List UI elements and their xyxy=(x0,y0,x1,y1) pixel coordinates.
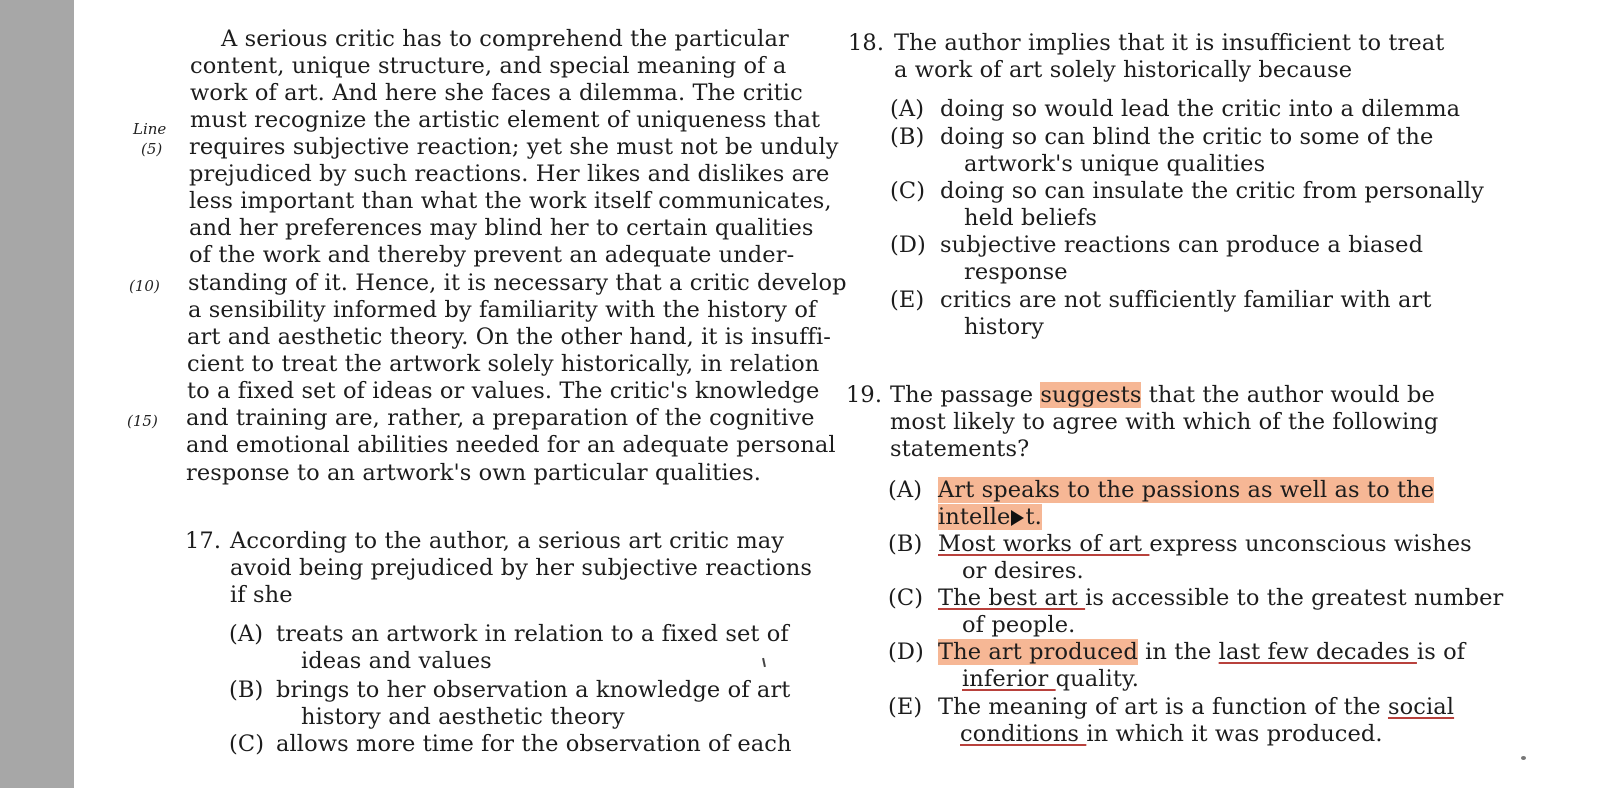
option-letter: (D) xyxy=(888,639,924,665)
option-text: or desires. xyxy=(962,558,1084,584)
passage-line: work of art. And here she faces a dilemma. The critic xyxy=(190,80,803,106)
line-marker-10: (10) xyxy=(129,277,160,295)
line-marker-5: (5) xyxy=(141,140,163,158)
highlight-mark[interactable]: Art speaks to the passions as well as to the xyxy=(938,477,1435,503)
option-letter: (C) xyxy=(888,585,924,611)
underline-mark[interactable]: social xyxy=(1387,694,1455,720)
option-letter: (B) xyxy=(888,531,923,557)
passage-line: content, unique structure, and special meaning of a xyxy=(190,53,787,79)
underline-mark[interactable]: conditions xyxy=(960,721,1087,747)
option-text xyxy=(938,585,1503,612)
text-run: The meaning of art is a function of the xyxy=(938,694,1388,720)
option-text: brings to her observation a knowledge of art xyxy=(276,677,791,703)
text-run: intelle xyxy=(938,504,1011,530)
underline-mark[interactable]: last few decades xyxy=(1218,639,1417,665)
option-text: critics are not sufficiently familiar with art xyxy=(940,287,1432,313)
option-text: doing so can insulate the critic from personally xyxy=(940,178,1484,204)
question-stem-line: a work of art solely historically because xyxy=(894,57,1353,83)
question-number: 18. xyxy=(848,30,885,56)
question-stem-line xyxy=(890,382,1435,409)
option-letter: (E) xyxy=(888,694,923,720)
option-letter: (A) xyxy=(890,96,925,122)
passage-line: requires subjective reaction; yet she must not be unduly xyxy=(189,134,839,160)
option-text: history and aesthetic theory xyxy=(301,704,625,730)
option-text: history xyxy=(964,314,1044,340)
option-text: subjective reactions can produce a biased xyxy=(940,232,1424,258)
passage-line: art and aesthetic theory. On the other hand, it is insuffi- xyxy=(187,324,831,350)
text-run: is of xyxy=(1416,639,1466,665)
question-stem-line: The author implies that it is insufficient to treat xyxy=(894,30,1445,56)
highlight-mark[interactable] xyxy=(938,504,1042,530)
option-letter: (C) xyxy=(890,178,926,204)
option-text: of people. xyxy=(962,612,1076,638)
text-run: in which it was produced. xyxy=(1086,721,1383,747)
passage-line: a sensibility informed by familiarity with the history of xyxy=(188,297,817,323)
option-text: doing so can blind the critic to some of the xyxy=(940,124,1434,150)
option-letter: (A) xyxy=(888,477,923,503)
line-marker-label: Line xyxy=(133,120,167,138)
stray-dot-mark xyxy=(1521,756,1526,760)
passage-line: response to an artwork's own particular qualities. xyxy=(186,460,761,486)
underline-mark[interactable]: Most works of art xyxy=(938,531,1150,557)
option-text xyxy=(938,477,1434,504)
text-run: t. xyxy=(1025,504,1042,530)
question-stem-line: According to the author, a serious art critic may xyxy=(230,528,785,554)
underline-mark[interactable]: inferior xyxy=(962,666,1056,692)
option-text: held beliefs xyxy=(964,205,1098,231)
underline-mark[interactable]: The best art xyxy=(938,585,1086,611)
option-text: allows more time for the observation of each xyxy=(276,731,792,757)
stray-tick-mark xyxy=(762,658,766,667)
text-run: is accessible to the greatest number xyxy=(1085,585,1504,611)
question-stem-line: avoid being prejudiced by her subjective reactions xyxy=(230,555,813,581)
option-text xyxy=(938,504,1042,531)
option-text: ideas and values xyxy=(301,648,492,674)
left-gutter xyxy=(0,0,74,788)
highlight-mark[interactable]: The art produced xyxy=(938,639,1138,665)
question-stem-line: most likely to agree with which of the following xyxy=(890,409,1439,435)
question-number: 17. xyxy=(185,528,222,554)
option-text: treats an artwork in relation to a fixed set of xyxy=(276,621,789,647)
option-text: response xyxy=(964,259,1068,285)
option-text: doing so would lead the critic into a dilemma xyxy=(940,96,1461,122)
passage-line: less important than what the work itself communicates, xyxy=(189,188,832,214)
text-run: in the xyxy=(1137,639,1219,665)
option-text xyxy=(960,721,1383,748)
option-letter: (B) xyxy=(229,677,264,703)
question-stem-line: statements? xyxy=(890,436,1030,462)
option-text xyxy=(938,694,1454,721)
mouse-cursor-icon xyxy=(1011,510,1024,526)
text-run: express unconscious wishes xyxy=(1149,531,1472,557)
option-text: artwork's unique qualities xyxy=(964,151,1266,177)
passage-line: standing of it. Hence, it is necessary that a critic develop xyxy=(188,270,847,296)
passage-line: and training are, rather, a preparation of the cognitive xyxy=(186,405,815,431)
text-run: The passage xyxy=(890,382,1041,408)
passage-line: of the work and thereby prevent an adequate under- xyxy=(189,242,795,268)
option-letter: (C) xyxy=(229,731,265,757)
passage-line: to a fixed set of ideas or values. The critic's knowledge xyxy=(187,378,820,404)
passage-line: A serious critic has to comprehend the particular xyxy=(221,26,789,52)
question-number: 19. xyxy=(846,382,883,408)
passage-line: and her preferences may blind her to certain qualities xyxy=(189,215,814,241)
option-text xyxy=(938,639,1465,666)
option-letter: (E) xyxy=(890,287,925,313)
text-run: that the author would be xyxy=(1141,382,1435,408)
passage-line: prejudiced by such reactions. Her likes and dislikes are xyxy=(189,161,830,187)
option-text xyxy=(938,531,1472,558)
question-stem-line: if she xyxy=(230,582,293,608)
option-letter: (B) xyxy=(890,124,925,150)
line-marker-15: (15) xyxy=(127,412,158,430)
text-run: quality. xyxy=(1055,666,1140,692)
passage-line: and emotional abilities needed for an adequate personal xyxy=(186,432,836,458)
option-letter: (A) xyxy=(229,621,264,647)
highlight-mark[interactable]: suggests xyxy=(1040,382,1142,408)
passage-line: cient to treat the artwork solely historically, in relation xyxy=(187,351,820,377)
option-letter: (D) xyxy=(890,232,926,258)
passage-line: must recognize the artistic element of uniqueness that xyxy=(190,107,821,133)
option-text xyxy=(962,666,1139,693)
